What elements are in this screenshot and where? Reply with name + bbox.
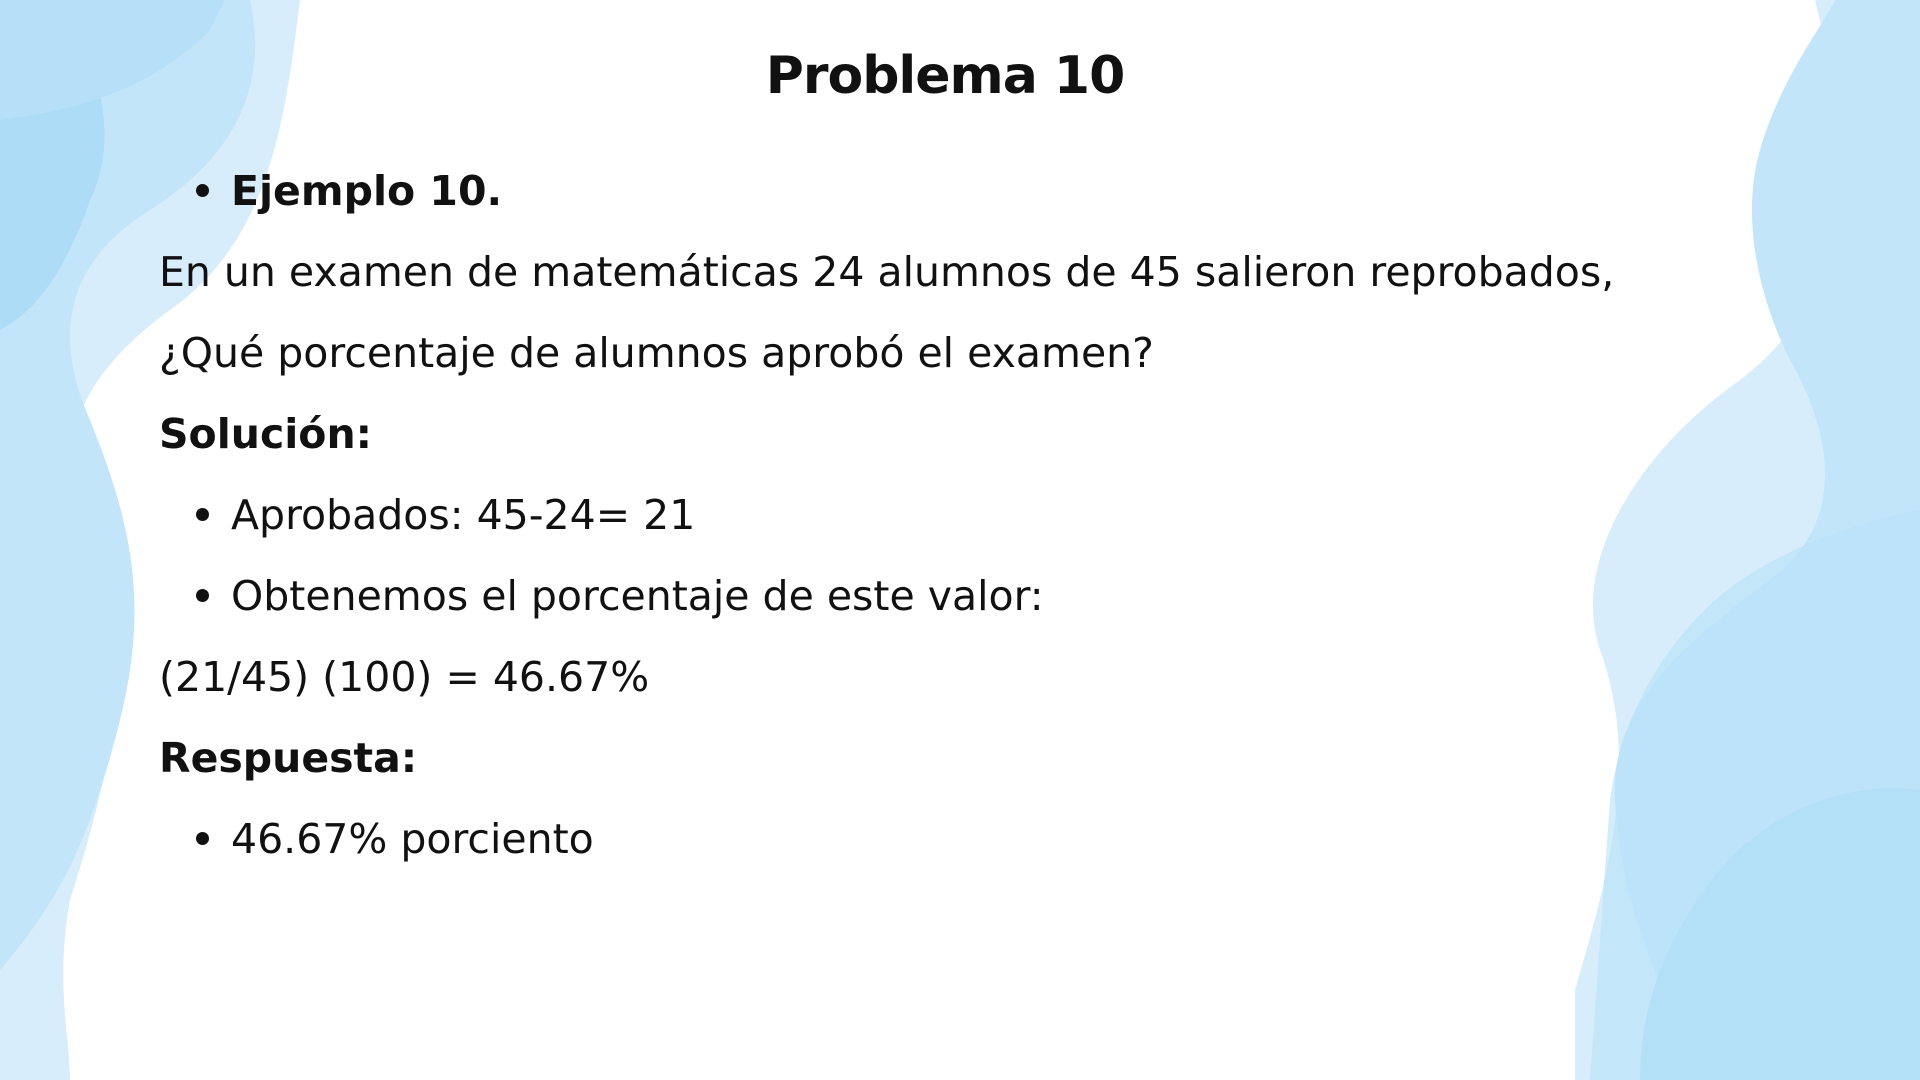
formula-line: (21/45) (100) = 46.67% [159, 653, 650, 701]
solution-bullet-text: Aprobados: 45-24= 21 [231, 491, 696, 539]
answer-heading: Respuesta: [159, 734, 418, 782]
solution-heading: Solución: [159, 410, 373, 458]
solution-bullet-item [159, 486, 1719, 567]
problem-line-2: ¿Qué porcentaje de alumnos aprobó el examen? [159, 329, 1154, 377]
slide-title: Problema 10 [765, 46, 1125, 106]
answer-bullet-text: 46.67% porciento [231, 815, 594, 863]
answer-bullet-item [159, 810, 1719, 891]
bullet-dot-icon [196, 832, 209, 845]
solution-bullet-item [159, 567, 1719, 648]
example-heading-item [159, 162, 1719, 243]
bullet-dot-icon [196, 589, 209, 602]
slide-content [159, 162, 1719, 891]
solution-bullet-text: Obtenemos el porcentaje de este valor: [231, 572, 1044, 620]
bullet-dot-icon [196, 184, 209, 197]
example-heading: Ejemplo 10. [231, 167, 503, 215]
problem-line-1: En un examen de matemáticas 24 alumnos de 45 salieron reprobados, [159, 248, 1615, 296]
bullet-dot-icon [196, 508, 209, 521]
